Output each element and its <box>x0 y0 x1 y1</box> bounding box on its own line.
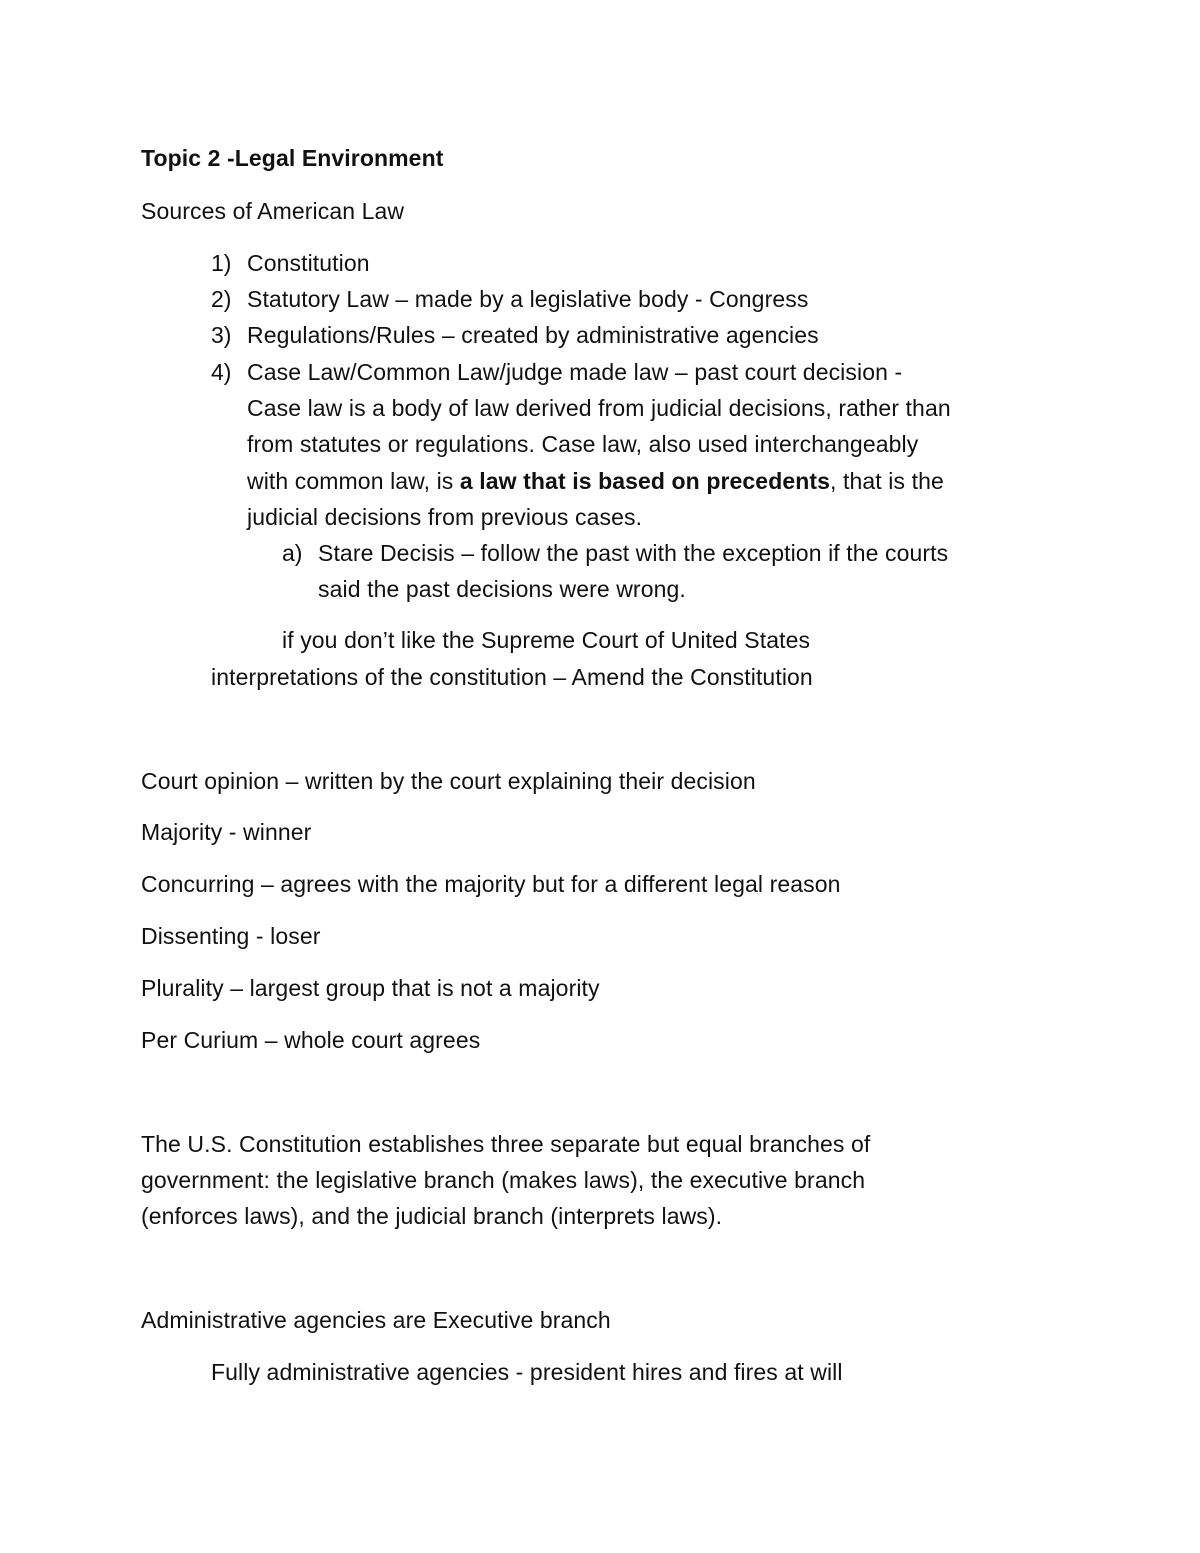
paragraph: Fully administrative agencies - president hires and fires at will <box>211 1359 843 1385</box>
list-item-text <box>247 463 944 499</box>
text-run: with common law, is <box>247 468 460 494</box>
list-item-text: Case Law/Common Law/judge made law – past court decision - <box>247 359 903 385</box>
list-item-text: Statutory Law – made by a legislative body - Congress <box>247 286 809 312</box>
list-marker: a) <box>282 540 303 566</box>
amend-note-line: interpretations of the constitution – Amend the Constitution <box>211 664 813 690</box>
bold-phrase: a law that is based on precedents <box>459 468 831 494</box>
list-item-text: Stare Decisis – follow the past with the exception if the courts <box>318 540 949 566</box>
list-item-text: said the past decisions were wrong. <box>318 576 686 602</box>
paragraph: government: the legislative branch (makes laws), the executive branch <box>141 1167 866 1193</box>
paragraph: The U.S. Constitution establishes three separate but equal branches of <box>141 1131 871 1157</box>
text-run: , that is the <box>830 468 944 494</box>
paragraph: Per Curium – whole court agrees <box>141 1027 481 1053</box>
document-title: Topic 2 -Legal Environment <box>141 145 444 171</box>
list-marker: 1) <box>211 250 232 276</box>
paragraph: Administrative agencies are Executive branch <box>141 1307 611 1333</box>
list-item-text: Constitution <box>247 250 370 276</box>
paragraph: Court opinion – written by the court explaining their decision <box>141 768 756 794</box>
list-item-text: Regulations/Rules – created by administrative agencies <box>247 322 819 348</box>
list-item-text: judicial decisions from previous cases. <box>247 504 643 530</box>
paragraph: (enforces laws), and the judicial branch (interprets laws). <box>141 1203 723 1229</box>
list-item-text: Case law is a body of law derived from judicial decisions, rather than <box>247 395 951 421</box>
amend-note-line: if you don’t like the Supreme Court of United States <box>282 627 811 653</box>
list-marker: 4) <box>211 359 232 385</box>
list-marker: 2) <box>211 286 232 312</box>
list-marker: 3) <box>211 322 232 348</box>
paragraph: Majority - winner <box>141 819 312 845</box>
paragraph: Dissenting - loser <box>141 923 321 949</box>
paragraph: Concurring – agrees with the majority but for a different legal reason <box>141 871 841 897</box>
paragraph: Plurality – largest group that is not a majority <box>141 975 600 1001</box>
list-item-text: from statutes or regulations. Case law, also used interchangeably <box>247 431 919 457</box>
sources-heading: Sources of American Law <box>141 198 405 224</box>
